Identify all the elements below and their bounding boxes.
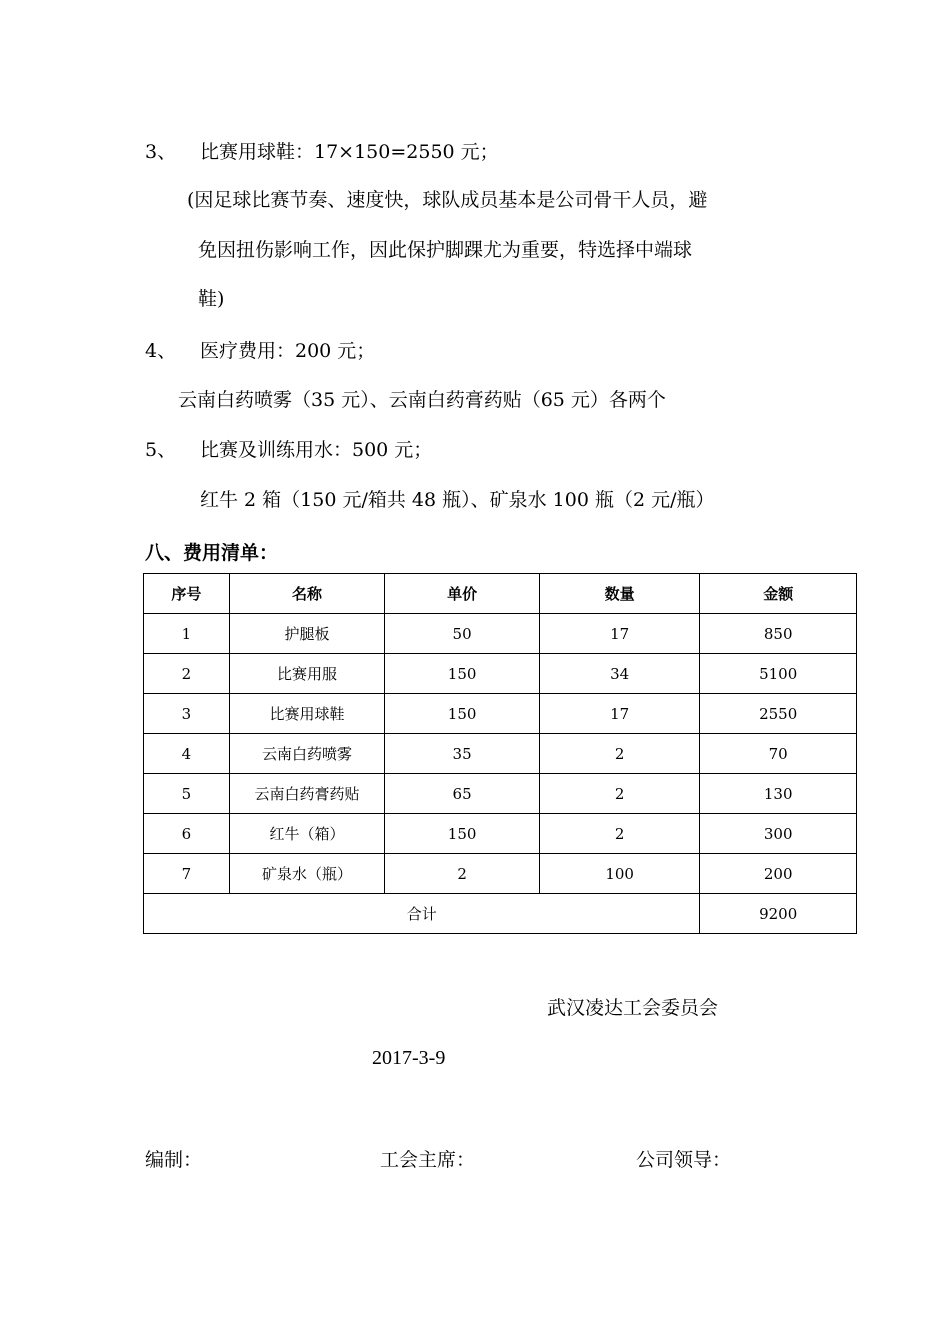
table-row <box>144 654 857 694</box>
cell-index: 6 <box>144 814 230 854</box>
table-row <box>144 814 857 854</box>
table-row <box>144 854 857 894</box>
cell-amount: 70 <box>700 734 857 774</box>
water-detail: 红牛 2 箱（150 元/箱共 48 瓶）、矿泉水 100 瓶（2 元/瓶） <box>200 489 715 511</box>
item-number: 5、 <box>145 439 177 461</box>
item-text: 比赛用球鞋：17×150=2550 元； <box>200 141 499 163</box>
shoe-note-line-3: 鞋) <box>198 288 225 310</box>
item-number: 4、 <box>145 340 177 362</box>
cell-unit-price: 150 <box>385 654 540 694</box>
cell-quantity: 2 <box>539 814 700 854</box>
total-value: 9200 <box>700 894 857 934</box>
cell-quantity: 2 <box>539 734 700 774</box>
cell-quantity: 100 <box>539 854 700 894</box>
cell-amount: 2550 <box>700 694 857 734</box>
document-date: 2017-3-9 <box>372 1047 446 1069</box>
cell-quantity: 2 <box>539 774 700 814</box>
organization-name: 武汉凌达工会委员会 <box>547 997 719 1019</box>
shoe-note-line-2: 免因扭伤影响工作，因此保护脚踝尤为重要，特选择中端球 <box>198 239 693 261</box>
cell-unit-price: 2 <box>385 854 540 894</box>
signature-prepared: 编制： <box>145 1149 203 1171</box>
signature-leader: 公司领导： <box>636 1149 732 1171</box>
cell-amount: 5100 <box>700 654 857 694</box>
cell-unit-price: 35 <box>385 734 540 774</box>
cell-index: 1 <box>144 614 230 654</box>
cell-index: 3 <box>144 694 230 734</box>
header-name: 名称 <box>229 574 385 614</box>
cell-name: 比赛用球鞋 <box>229 694 385 734</box>
cell-name: 红牛（箱） <box>229 814 385 854</box>
table-row <box>144 774 857 814</box>
cell-quantity: 17 <box>539 694 700 734</box>
cell-unit-price: 50 <box>385 614 540 654</box>
table-row <box>144 694 857 734</box>
cell-amount: 300 <box>700 814 857 854</box>
signature-chairman: 工会主席： <box>380 1149 476 1171</box>
cell-amount: 200 <box>700 854 857 894</box>
header-quantity: 数量 <box>539 574 700 614</box>
table-header-row <box>144 574 857 614</box>
cell-amount: 130 <box>700 774 857 814</box>
table-row <box>144 734 857 774</box>
item-text: 比赛及训练用水：500 元； <box>200 439 433 461</box>
cell-index: 5 <box>144 774 230 814</box>
cell-index: 7 <box>144 854 230 894</box>
table-row <box>144 614 857 654</box>
section-title: 八、费用清单： <box>145 542 279 564</box>
cell-name: 云南白药膏药贴 <box>229 774 385 814</box>
cell-quantity: 17 <box>539 614 700 654</box>
cell-amount: 850 <box>700 614 857 654</box>
cell-unit-price: 65 <box>385 774 540 814</box>
shoe-note-line-1: (因足球比赛节奏、速度快，球队成员基本是公司骨干人员，避 <box>187 189 708 211</box>
item-number: 3、 <box>145 141 177 163</box>
cell-quantity: 34 <box>539 654 700 694</box>
cell-name: 护腿板 <box>229 614 385 654</box>
cell-name: 比赛用服 <box>229 654 385 694</box>
header-amount: 金额 <box>700 574 857 614</box>
cost-table <box>143 573 857 934</box>
total-label: 合计 <box>144 894 700 934</box>
cell-unit-price: 150 <box>385 814 540 854</box>
cell-index: 4 <box>144 734 230 774</box>
cell-name: 云南白药喷雾 <box>229 734 385 774</box>
medical-detail: 云南白药喷雾（35 元）、云南白药膏药贴（65 元）各两个 <box>178 389 666 411</box>
cell-name: 矿泉水（瓶） <box>229 854 385 894</box>
cell-unit-price: 150 <box>385 694 540 734</box>
cell-index: 2 <box>144 654 230 694</box>
header-index: 序号 <box>144 574 230 614</box>
table-total-row <box>144 894 857 934</box>
item-text: 医疗费用：200 元； <box>200 340 376 362</box>
header-unit-price: 单价 <box>385 574 540 614</box>
